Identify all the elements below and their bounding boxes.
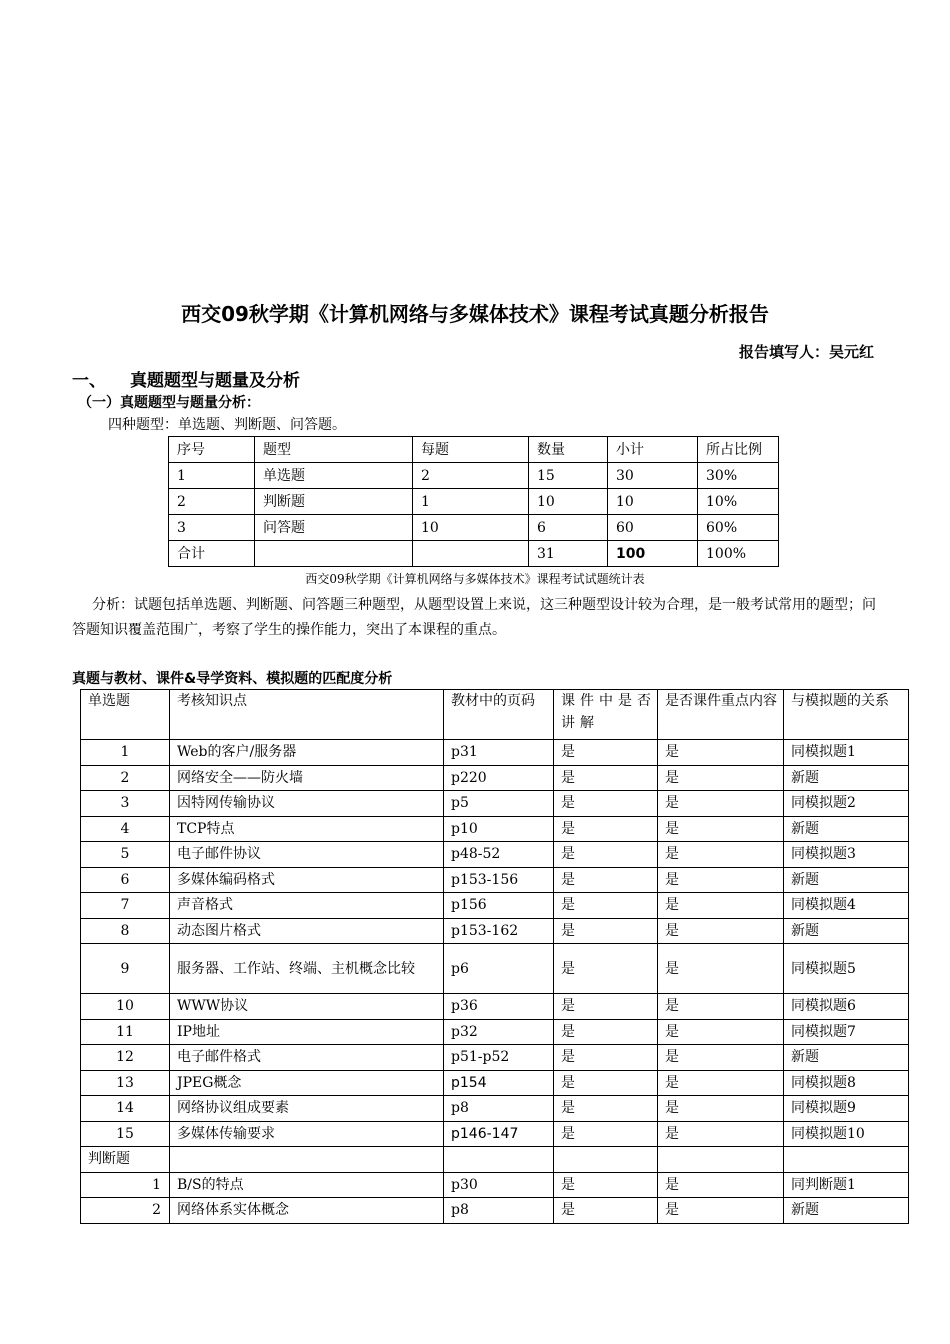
table-cell: 新题 — [784, 1198, 909, 1224]
header-cell: 单选题 — [81, 690, 170, 740]
section-label-cell: 判断题 — [81, 1147, 170, 1173]
table-cell: 新题 — [784, 918, 909, 944]
question-number-cell: 12 — [81, 1045, 170, 1071]
table-cell: 电子邮件格式 — [170, 1045, 444, 1071]
table-cell: 30 — [608, 463, 698, 489]
table-cell: 问答题 — [255, 515, 413, 541]
section-number: 一、 — [72, 371, 106, 391]
table-cell: 31 — [529, 541, 608, 567]
table-cell: p156 — [444, 893, 554, 919]
table-cell: 新题 — [784, 765, 909, 791]
question-number-cell: 8 — [81, 918, 170, 944]
table-cell: p32 — [444, 1019, 554, 1045]
table-cell: 网络协议组成要素 — [170, 1096, 444, 1122]
table-cell — [413, 541, 529, 567]
question-number-cell: 1 — [81, 1172, 170, 1198]
header-cell: 考核知识点 — [170, 690, 444, 740]
table-cell: 100% — [698, 541, 779, 567]
table-cell: 同模拟题5 — [784, 944, 909, 994]
table-cell: 是 — [554, 1045, 658, 1071]
table-cell: 是 — [658, 1019, 784, 1045]
table-cell: 新题 — [784, 867, 909, 893]
question-number-cell: 1 — [81, 740, 170, 766]
header-cell: 与模拟题的关系 — [784, 690, 909, 740]
table-cell: p154 — [444, 1070, 554, 1096]
table-cell: p8 — [444, 1096, 554, 1122]
table-cell: 同模拟题4 — [784, 893, 909, 919]
single-choice-rows — [81, 740, 909, 1147]
header-cell: 题型 — [255, 437, 413, 463]
match-analysis-heading: 真题与教材、课件&导学资料、模拟题的匹配度分析 — [72, 671, 393, 687]
table-cell: 新题 — [784, 1045, 909, 1071]
table-cell: p146-147 — [444, 1121, 554, 1147]
table-row — [81, 765, 909, 791]
table-cell: p51-p52 — [444, 1045, 554, 1071]
table-cell: 是 — [658, 842, 784, 868]
table-cell — [444, 1147, 554, 1173]
table-cell: 是 — [658, 791, 784, 817]
question-number-cell: 7 — [81, 893, 170, 919]
table-cell: 是 — [554, 1198, 658, 1224]
table-row — [81, 1045, 909, 1071]
table-cell: 是 — [658, 867, 784, 893]
table-cell: 同模拟题7 — [784, 1019, 909, 1045]
table-header-row — [169, 437, 779, 463]
table-row — [81, 816, 909, 842]
table-cell: B/S的特点 — [170, 1172, 444, 1198]
table-cell: p36 — [444, 994, 554, 1020]
table-row — [81, 944, 909, 994]
table-row — [169, 463, 779, 489]
table-cell: JPEG概念 — [170, 1070, 444, 1096]
question-types-intro: 四种题型：单选题、判断题、问答题。 — [108, 417, 346, 433]
table-cell: Web的客户/服务器 — [170, 740, 444, 766]
table-cell: 是 — [658, 1121, 784, 1147]
question-number-cell: 6 — [81, 867, 170, 893]
table-cell: 是 — [554, 842, 658, 868]
table-cell: 是 — [658, 1096, 784, 1122]
header-cell: 序号 — [169, 437, 255, 463]
total-subtotal-cell: 100 — [608, 541, 698, 567]
table-row — [81, 918, 909, 944]
table-header-row — [81, 690, 909, 740]
table-cell: 是 — [554, 1121, 658, 1147]
subsection-heading: （一）真题题型与题量分析： — [78, 395, 260, 411]
question-number-cell: 9 — [81, 944, 170, 994]
analysis-paragraph: 分析：试题包括单选题、判断题、问答题三种题型，从题型设置上来说，这三种题型设计较为合理，是一般考试常用的题型；问答题知识覆盖范围广，考察了学生的操作能力，突出了本课程的重点。 — [72, 597, 876, 638]
table-cell: WWW协议 — [170, 994, 444, 1020]
table-cell: 电子邮件协议 — [170, 842, 444, 868]
header-cell: 课件中是否讲解 — [554, 690, 658, 740]
header-cell: 所占比例 — [698, 437, 779, 463]
table-cell: 是 — [554, 918, 658, 944]
question-number-cell: 4 — [81, 816, 170, 842]
table-cell: p6 — [444, 944, 554, 994]
table-cell: 是 — [554, 765, 658, 791]
table-cell: 是 — [554, 740, 658, 766]
table-row — [169, 515, 779, 541]
table-cell: 网络体系实体概念 — [170, 1198, 444, 1224]
table-cell: 因特网传输协议 — [170, 791, 444, 817]
table-cell: 60% — [698, 515, 779, 541]
table-cell: 多媒体编码格式 — [170, 867, 444, 893]
table-cell: 是 — [658, 816, 784, 842]
table-cell: 是 — [554, 791, 658, 817]
table-cell — [170, 1147, 444, 1173]
table-caption: 西交09秋学期《计算机网络与多媒体技术》课程考试试题统计表 — [305, 572, 645, 586]
table-cell: 同模拟题6 — [784, 994, 909, 1020]
table-cell: 单选题 — [255, 463, 413, 489]
table-cell: 同模拟题9 — [784, 1096, 909, 1122]
table-cell: 是 — [554, 1096, 658, 1122]
table-row — [81, 1172, 909, 1198]
table-cell: 3 — [169, 515, 255, 541]
table-row — [81, 1198, 909, 1224]
table-cell: 是 — [658, 765, 784, 791]
table-cell: 10 — [413, 515, 529, 541]
table-row — [81, 791, 909, 817]
header-cell: 小计 — [608, 437, 698, 463]
table-cell: 新题 — [784, 816, 909, 842]
match-analysis-table — [80, 689, 909, 1224]
question-number-cell: 14 — [81, 1096, 170, 1122]
table-cell: 是 — [658, 918, 784, 944]
header-cell: 数量 — [529, 437, 608, 463]
header-cell: 每题 — [413, 437, 529, 463]
section-label-row — [81, 1147, 909, 1173]
question-number-cell: 11 — [81, 1019, 170, 1045]
table-cell: 是 — [554, 1172, 658, 1198]
table-cell: 服务器、工作站、终端、主机概念比较 — [170, 944, 444, 994]
table-row — [81, 1070, 909, 1096]
table-cell: p31 — [444, 740, 554, 766]
true-false-rows — [81, 1172, 909, 1223]
table-cell: p10 — [444, 816, 554, 842]
table-cell: 10 — [529, 489, 608, 515]
table-cell: 10 — [608, 489, 698, 515]
table-cell: TCP特点 — [170, 816, 444, 842]
header-cell: 教材中的页码 — [444, 690, 554, 740]
question-number-cell: 5 — [81, 842, 170, 868]
table-cell: 声音格式 — [170, 893, 444, 919]
question-number-cell: 3 — [81, 791, 170, 817]
table-cell: p153-156 — [444, 867, 554, 893]
table-cell: 多媒体传输要求 — [170, 1121, 444, 1147]
table-cell: 是 — [658, 1070, 784, 1096]
table-cell: 1 — [413, 489, 529, 515]
table-cell: 判断题 — [255, 489, 413, 515]
table-cell: 是 — [554, 944, 658, 994]
table-cell — [255, 541, 413, 567]
table-cell: 6 — [529, 515, 608, 541]
table-row — [81, 842, 909, 868]
section-heading — [72, 366, 300, 391]
table-row — [81, 740, 909, 766]
table-cell: 2 — [169, 489, 255, 515]
table-cell: 动态图片格式 — [170, 918, 444, 944]
table-cell: 30% — [698, 463, 779, 489]
table-cell: p30 — [444, 1172, 554, 1198]
table-row — [81, 1096, 909, 1122]
table-row — [81, 994, 909, 1020]
table-cell: 同模拟题3 — [784, 842, 909, 868]
table-cell: p8 — [444, 1198, 554, 1224]
table-cell: p48-52 — [444, 842, 554, 868]
report-title: 西交09秋学期《计算机网络与多媒体技术》课程考试真题分析报告 — [181, 302, 769, 326]
table-cell: 是 — [658, 893, 784, 919]
table-cell: 是 — [658, 1172, 784, 1198]
table-cell — [554, 1147, 658, 1173]
table-cell: IP地址 — [170, 1019, 444, 1045]
table-cell: 同模拟题8 — [784, 1070, 909, 1096]
table-cell — [658, 1147, 784, 1173]
question-stats-table — [168, 436, 779, 567]
table-cell: 10% — [698, 489, 779, 515]
table-cell: 是 — [554, 867, 658, 893]
table-cell: 是 — [554, 994, 658, 1020]
table-cell: 2 — [413, 463, 529, 489]
table-cell: 是 — [658, 994, 784, 1020]
table-cell: 合计 — [169, 541, 255, 567]
table-row — [169, 489, 779, 515]
table-cell: 是 — [554, 1019, 658, 1045]
table-cell: 是 — [658, 1198, 784, 1224]
table-cell: 15 — [529, 463, 608, 489]
table-cell: 网络安全——防火墙 — [170, 765, 444, 791]
table-cell: 是 — [658, 740, 784, 766]
report-author: 报告填写人：吴元红 — [738, 343, 874, 361]
table-cell: 是 — [554, 1070, 658, 1096]
table-cell — [784, 1147, 909, 1173]
table-row — [81, 1019, 909, 1045]
table-cell: 同模拟题10 — [784, 1121, 909, 1147]
table-cell: 同判断题1 — [784, 1172, 909, 1198]
table-cell: p5 — [444, 791, 554, 817]
question-number-cell: 2 — [81, 765, 170, 791]
table-cell: 是 — [658, 1045, 784, 1071]
question-number-cell: 10 — [81, 994, 170, 1020]
table-cell: 是 — [554, 893, 658, 919]
question-number-cell: 2 — [81, 1198, 170, 1224]
table-total-row — [169, 541, 779, 567]
question-number-cell: 13 — [81, 1070, 170, 1096]
table-cell: 1 — [169, 463, 255, 489]
table-row — [81, 1121, 909, 1147]
table-cell: 同模拟题1 — [784, 740, 909, 766]
table-cell: 同模拟题2 — [784, 791, 909, 817]
table-row — [81, 893, 909, 919]
table-cell: 是 — [554, 816, 658, 842]
header-cell: 是否课件重点内容 — [658, 690, 784, 740]
table-row — [81, 867, 909, 893]
table-cell: 是 — [658, 944, 784, 994]
section-title: 真题题型与题量及分析 — [130, 371, 300, 391]
table-cell: p220 — [444, 765, 554, 791]
table-cell: 60 — [608, 515, 698, 541]
question-number-cell: 15 — [81, 1121, 170, 1147]
table-cell: p153-162 — [444, 918, 554, 944]
